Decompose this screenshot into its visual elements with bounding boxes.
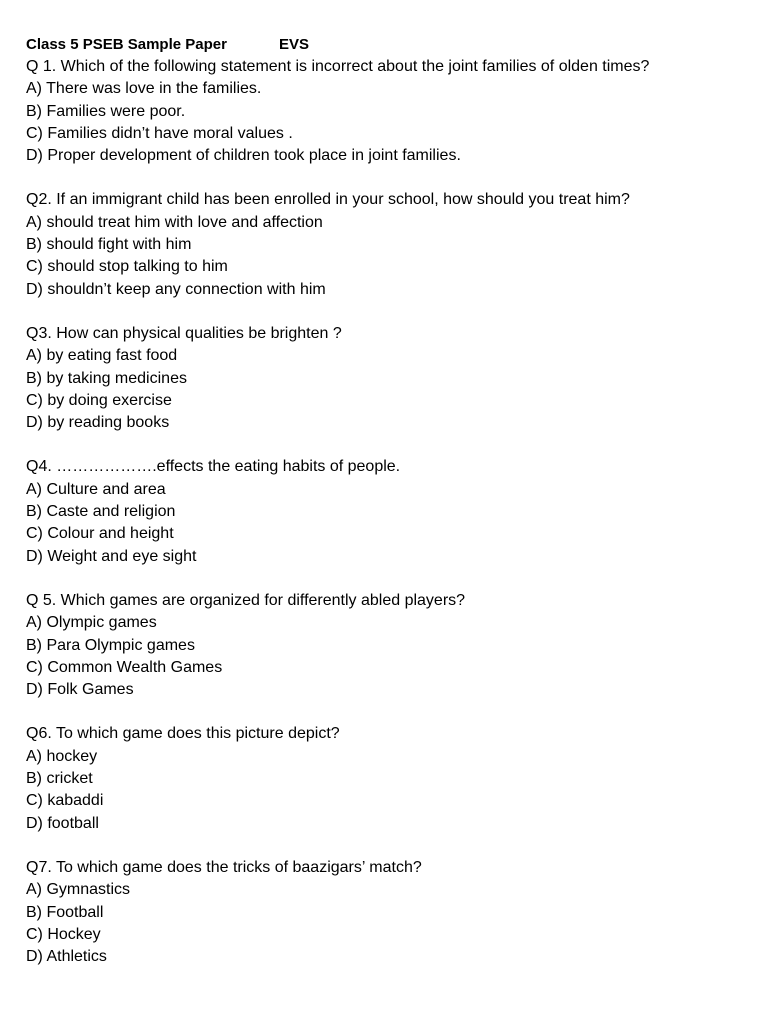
question-3	[26, 323, 756, 434]
option-c: C) Hockey	[26, 925, 101, 943]
paper-subject: EVS	[278, 36, 309, 53]
option-a: A) Gymnastics	[26, 881, 131, 899]
option-b: B) Families were poor.	[26, 102, 186, 120]
option-d: D) Weight and eye sight	[26, 547, 197, 565]
option-a: A) by eating fast food	[26, 347, 178, 365]
option-a: A) There was love in the families.	[26, 80, 262, 98]
question-text: Q 5. Which games are organized for differently abled players?	[26, 591, 466, 609]
option-c: C) kabaddi	[26, 792, 104, 810]
question-text: Q 1. Which of the following statement is incorrect about the joint families of olden times?	[26, 58, 650, 75]
paper-title: Class 5 PSEB Sample Paper	[26, 36, 227, 53]
option-c: C) should stop talking to him	[26, 258, 228, 276]
question-7	[26, 857, 756, 968]
option-d: D) football	[26, 814, 99, 832]
option-b: B) cricket	[26, 770, 93, 788]
question-4	[26, 456, 756, 567]
option-a: A) should treat him with love and affection	[26, 213, 323, 231]
option-d: D) Folk Games	[26, 681, 134, 699]
question-5	[26, 590, 756, 701]
option-d: D) Proper development of children took place in joint families.	[26, 147, 461, 165]
question-2	[26, 189, 756, 300]
option-b: B) by taking medicines	[26, 369, 187, 387]
question-text: Q6. To which game does this picture depict?	[26, 725, 340, 743]
option-a: A) Olympic games	[26, 614, 157, 632]
document-page	[26, 34, 756, 990]
option-b: B) Football	[26, 903, 104, 921]
option-d: D) shouldn’t keep any connection with him	[26, 280, 326, 298]
option-c: C) Colour and height	[26, 525, 174, 543]
option-b: B) Para Olympic games	[26, 636, 195, 654]
question-text: Q2. If an immigrant child has been enrolled in your school, how should you treat him?	[26, 191, 630, 209]
question-text: Q3. How can physical qualities be brighten ?	[26, 324, 342, 342]
option-c: C) Common Wealth Games	[26, 658, 223, 676]
option-d: D) Athletics	[26, 948, 107, 966]
question-6	[26, 723, 756, 834]
option-c: C) Families didn’t have moral values .	[26, 124, 293, 142]
option-b: B) should fight with him	[26, 236, 192, 254]
question-1	[26, 56, 756, 167]
paper-header	[26, 34, 756, 56]
option-a: A) Culture and area	[26, 480, 166, 498]
question-text: Q7. To which game does the tricks of baazigars’ match?	[26, 858, 422, 876]
option-c: C) by doing exercise	[26, 391, 172, 409]
option-b: B) Caste and religion	[26, 503, 176, 521]
option-a: A) hockey	[26, 747, 98, 765]
question-text: Q4. ……………….effects the eating habits of people.	[26, 458, 401, 476]
option-d: D) by reading books	[26, 414, 170, 432]
